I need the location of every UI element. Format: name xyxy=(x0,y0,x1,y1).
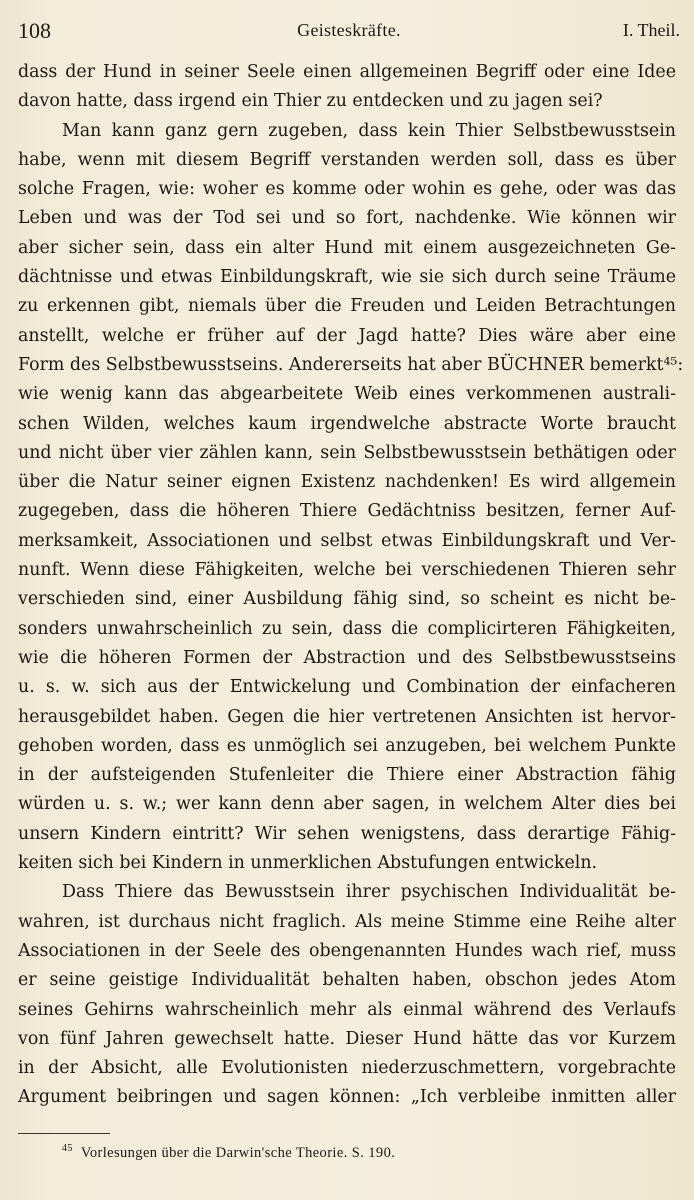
text-line: schen Wilden, welches kaum irgendwelche abstracte Worte braucht xyxy=(18,413,676,434)
text-line: in der Absicht, alle Evolutionisten niederzuschmettern, vorgebrachte xyxy=(18,1058,676,1079)
text-line: und nicht über vier zählen kann, sein Selbstbewusstsein bethätigen oder xyxy=(18,442,676,463)
text-line: Dass Thiere das Bewusstsein ihrer psychischen Individualität be- xyxy=(62,882,676,903)
text-line: wahren, ist durchaus nicht fraglich. Als meine Stimme eine Reihe alter xyxy=(18,911,676,932)
paragraph xyxy=(18,878,676,1112)
text-line: seines Gehirns wahrscheinlich mehr als einmal während des Verlaufs xyxy=(18,999,676,1020)
text-line: unsern Kindern eintritt? Wir sehen wenigstens, dass derartige Fähig- xyxy=(18,823,676,844)
text-line: dächtnisse und etwas Einbildungskraft, wie sie sich durch seine Träume xyxy=(18,267,676,288)
footnote xyxy=(62,1145,395,1162)
footnote-mark: 45 xyxy=(62,1143,73,1154)
text-line: anstellt, welche er früher auf der Jagd hatte? Dies wäre aber eine xyxy=(18,325,676,346)
paragraph xyxy=(18,117,684,879)
section-label: I. Theil. xyxy=(622,20,680,40)
text-line: keiten sich bei Kindern in unmerklichen Abstufungen entwickeln. xyxy=(18,853,598,874)
text-line: Leben und was der Tod sei und so fort, nachdenke. Wie können wir xyxy=(18,208,676,229)
text-line: in der aufsteigenden Stufenleiter die Thiere einer Abstraction fähig xyxy=(18,765,676,786)
text-line: zu erkennen gibt, niemals über die Freuden und Leiden Betrachtungen xyxy=(18,296,676,317)
text-line: verschieden sind, einer Ausbildung fähig sind, so scheint es nicht be- xyxy=(18,589,676,610)
text-line: gehoben worden, dass es unmöglich sei anzugeben, bei welchem Punkte xyxy=(18,735,676,756)
text-line: habe, wenn mit diesem Begriff verstanden werden soll, dass es über xyxy=(18,149,676,170)
footnote-rule xyxy=(18,1133,110,1134)
paragraph xyxy=(18,58,676,117)
text-line: Argument beibringen und sagen können: „Ich verbleibe inmitten aller xyxy=(18,1087,676,1108)
page-header xyxy=(18,18,680,46)
text-line: merksamkeit, Associationen und selbst etwas Einbildungskraft und Ver- xyxy=(18,530,676,551)
text-line: dass der Hund in seiner Seele einen allgemeinen Begriff oder eine Idee xyxy=(18,62,676,82)
text-line: herausgebildet haben. Gegen die hier vertretenen Ansichten ist hervor- xyxy=(18,706,676,727)
text-line: Associationen in der Seele des obengenannten Hundes wach rief, muss xyxy=(18,940,676,961)
footnote-text: Vorlesungen über die Darwin'sche Theorie. S. 190. xyxy=(80,1145,396,1161)
text-line: sonders unwahrscheinlich zu sein, dass die complicirteren Fähigkeiten, xyxy=(18,618,676,639)
text-line: Form des Selbstbewusstseins. Andererseits hat aber BÜCHNER bemerkt⁴⁵: xyxy=(18,354,684,375)
text-line: zugegeben, dass die höheren Thiere Gedächtniss besitzen, ferner Auf- xyxy=(18,501,676,522)
text-line: er seine geistige Individualität behalten haben, obschon jedes Atom xyxy=(18,970,676,991)
text-line: würden u. s. w.; wer kann denn aber sagen, in welchem Alter dies bei xyxy=(18,794,676,815)
text-line: von fünf Jahren gewechselt hatte. Dieser Hund hätte das vor Kurzem xyxy=(18,1028,676,1049)
text-line: u. s. w. sich aus der Entwickelung und Combination der einfacheren xyxy=(18,677,676,698)
text-line: Man kann ganz gern zugeben, dass kein Thier Selbstbewusstsein xyxy=(62,120,676,141)
text-line: aber sicher sein, dass ein alter Hund mit einem ausgezeichneten Ge- xyxy=(18,237,676,258)
text-line: nunft. Wenn diese Fähigkeiten, welche bei verschiedenen Thieren sehr xyxy=(18,560,676,581)
text-line: wie wenig kann das abgearbeitete Weib eines verkommenen australi- xyxy=(18,384,676,405)
text-line: über die Natur seiner eignen Existenz nachdenken! Es wird allgemein xyxy=(18,472,676,493)
text-line: solche Fragen, wie: woher es komme oder wohin es gehe, oder was das xyxy=(18,179,676,200)
running-title: Geisteskräfte. xyxy=(297,20,401,40)
page-number: 108 xyxy=(18,18,51,43)
text-line: wie die höheren Formen der Abstraction und des Selbstbewusstseins xyxy=(18,647,676,668)
body-text xyxy=(18,58,684,1113)
text-line: davon hatte, dass irgend ein Thier zu entdecken und zu jagen sei? xyxy=(18,91,603,112)
